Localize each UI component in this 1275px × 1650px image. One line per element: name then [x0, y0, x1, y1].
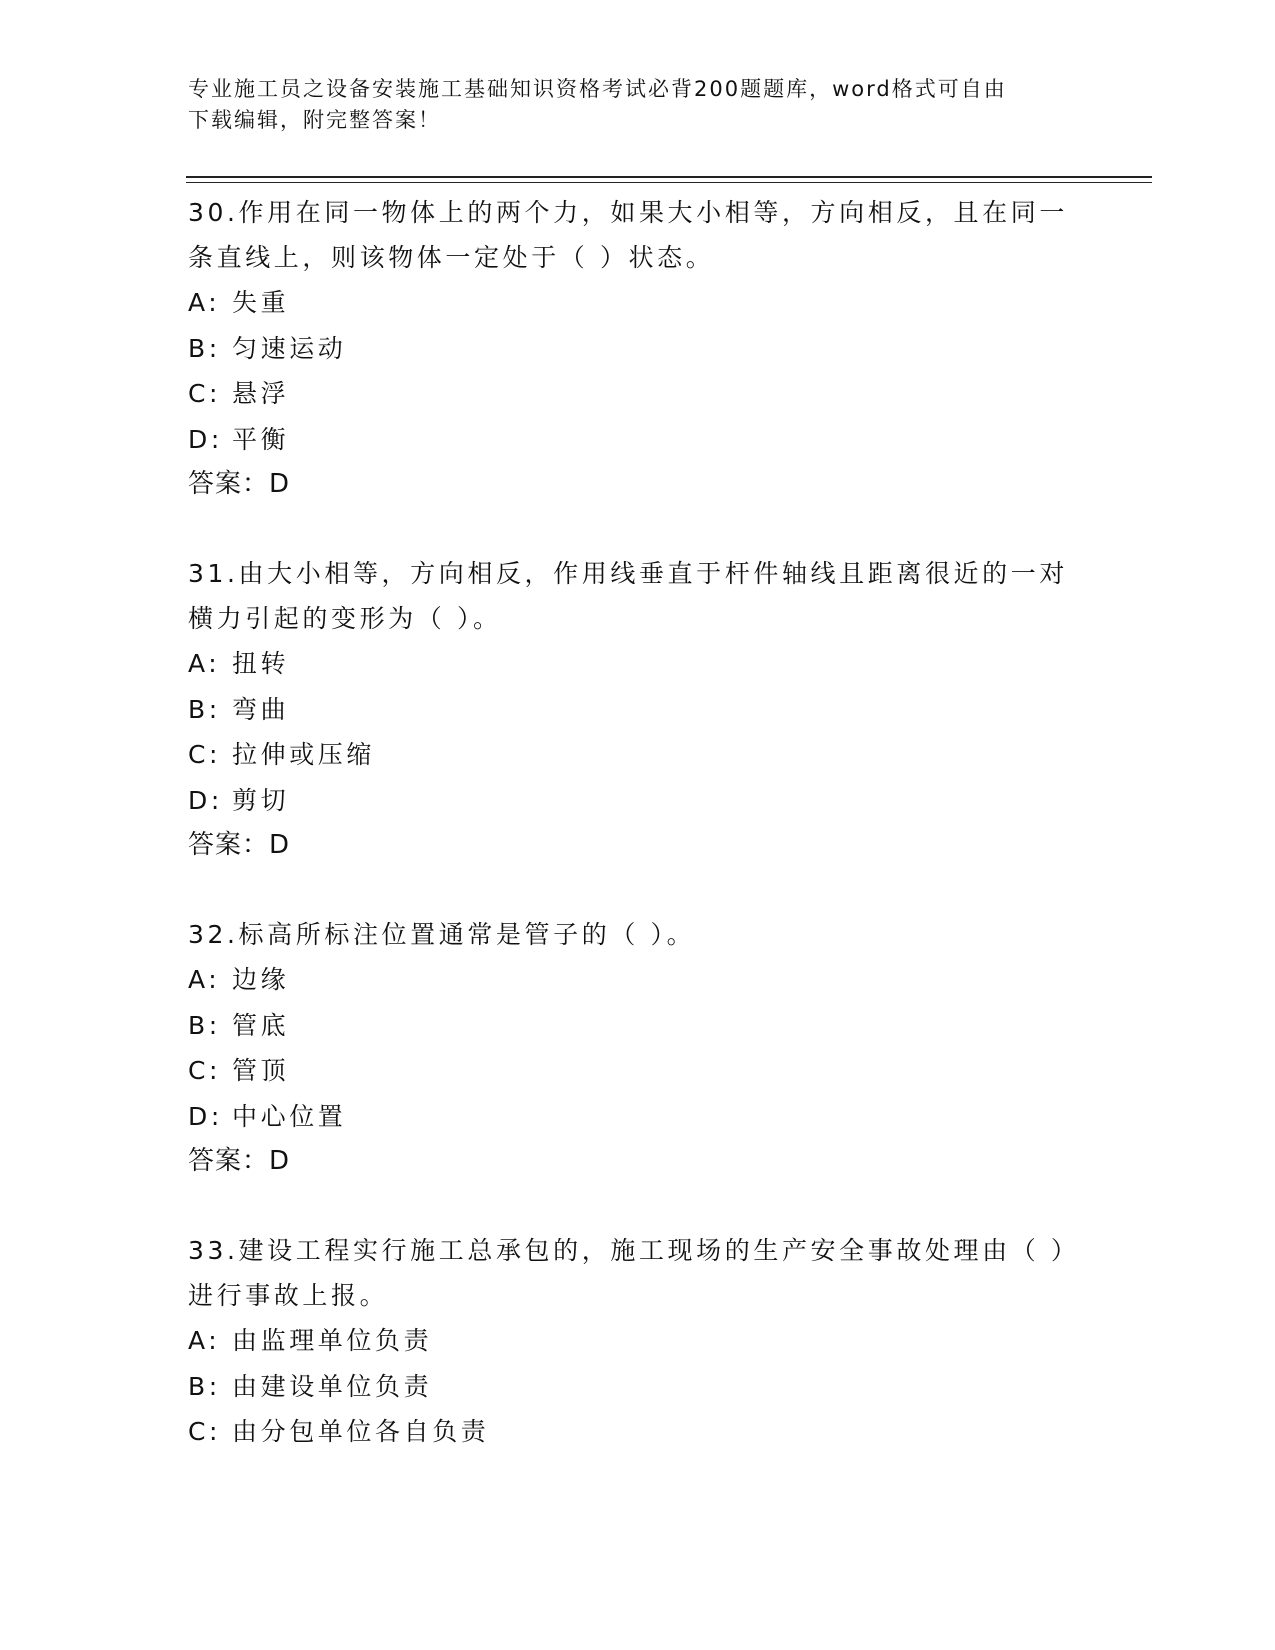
- option-text: 管底: [232, 1010, 290, 1040]
- option-text: 拉伸或压缩: [232, 740, 376, 769]
- option-text: 由监理单位负责: [232, 1326, 433, 1355]
- question-stem: 31.由大小相等，方向相反，作用线垂直于杆件轴线且距离很近的一对横力引起的变形为（ ）。: [188, 559, 1068, 633]
- answer-line: 答案：D: [188, 1146, 291, 1176]
- option-letter: B:: [188, 694, 221, 724]
- question-stem: 30.作用在同一物体上的两个力，如果大小相等，方向相反，且在同一条直线上，则该物体一定处于（ ）状态。: [188, 198, 1068, 272]
- option-letter: D:: [188, 1101, 223, 1131]
- option-text: 悬浮: [232, 379, 290, 408]
- answer-line: 答案：D: [188, 469, 291, 499]
- question-32: [188, 912, 1088, 1184]
- option-text: 中心位置: [232, 1101, 347, 1131]
- option-c: [188, 732, 1088, 778]
- option-letter: B:: [188, 1371, 221, 1401]
- option-letter: A:: [188, 649, 221, 678]
- option-text: 边缘: [232, 965, 290, 994]
- option-text: 弯曲: [232, 694, 290, 724]
- option-letter: A:: [188, 288, 221, 317]
- option-d: [188, 1094, 1088, 1140]
- option-letter: A:: [188, 1326, 221, 1355]
- option-a: [188, 641, 1088, 687]
- option-b: [188, 326, 1088, 372]
- question-stem: 32.标高所标注位置通常是管子的（ ）。: [188, 920, 696, 949]
- option-text: 失重: [232, 288, 290, 317]
- option-letter: D:: [188, 424, 223, 454]
- option-c: [188, 1048, 1088, 1094]
- option-text: 管顶: [232, 1056, 290, 1085]
- option-c: [188, 371, 1088, 417]
- option-b: [188, 1364, 1088, 1410]
- header-divider-thick: [186, 176, 1152, 178]
- header-line-1: 专业施工员之设备安装施工基础知识资格考试必背200题题库，word格式可自由: [188, 77, 1007, 101]
- option-text: 平衡: [232, 424, 290, 454]
- answer-line: 答案：D: [188, 830, 291, 860]
- option-d: [188, 417, 1088, 463]
- header-line-2: 下载编辑，附完整答案！: [188, 108, 441, 132]
- option-letter: C:: [188, 1417, 222, 1446]
- option-letter: C:: [188, 379, 222, 408]
- option-letter: D:: [188, 785, 223, 815]
- option-text: 由建设单位负责: [232, 1371, 433, 1401]
- question-list: [188, 190, 1088, 1499]
- question-30: [188, 190, 1088, 507]
- option-letter: B:: [188, 333, 221, 363]
- option-letter: A:: [188, 965, 221, 994]
- option-text: 剪切: [232, 785, 290, 815]
- option-c: [188, 1409, 1088, 1455]
- option-b: [188, 687, 1088, 733]
- option-letter: B:: [188, 1010, 221, 1040]
- option-a: [188, 280, 1088, 326]
- option-text: 匀速运动: [232, 333, 347, 363]
- question-stem: 33.建设工程实行施工总承包的，施工现场的生产安全事故处理由（ ）进行事故上报。: [188, 1236, 1080, 1310]
- option-d: [188, 778, 1088, 824]
- option-b: [188, 1003, 1088, 1049]
- option-text: 扭转: [232, 649, 290, 678]
- header-divider-thin: [186, 182, 1152, 183]
- option-text: 由分包单位各自负责: [232, 1417, 490, 1446]
- option-letter: C:: [188, 740, 222, 769]
- option-a: [188, 1318, 1088, 1364]
- option-letter: C:: [188, 1056, 222, 1085]
- question-33: [188, 1228, 1088, 1455]
- question-31: [188, 551, 1088, 868]
- option-a: [188, 957, 1088, 1003]
- document-header: [188, 74, 1068, 136]
